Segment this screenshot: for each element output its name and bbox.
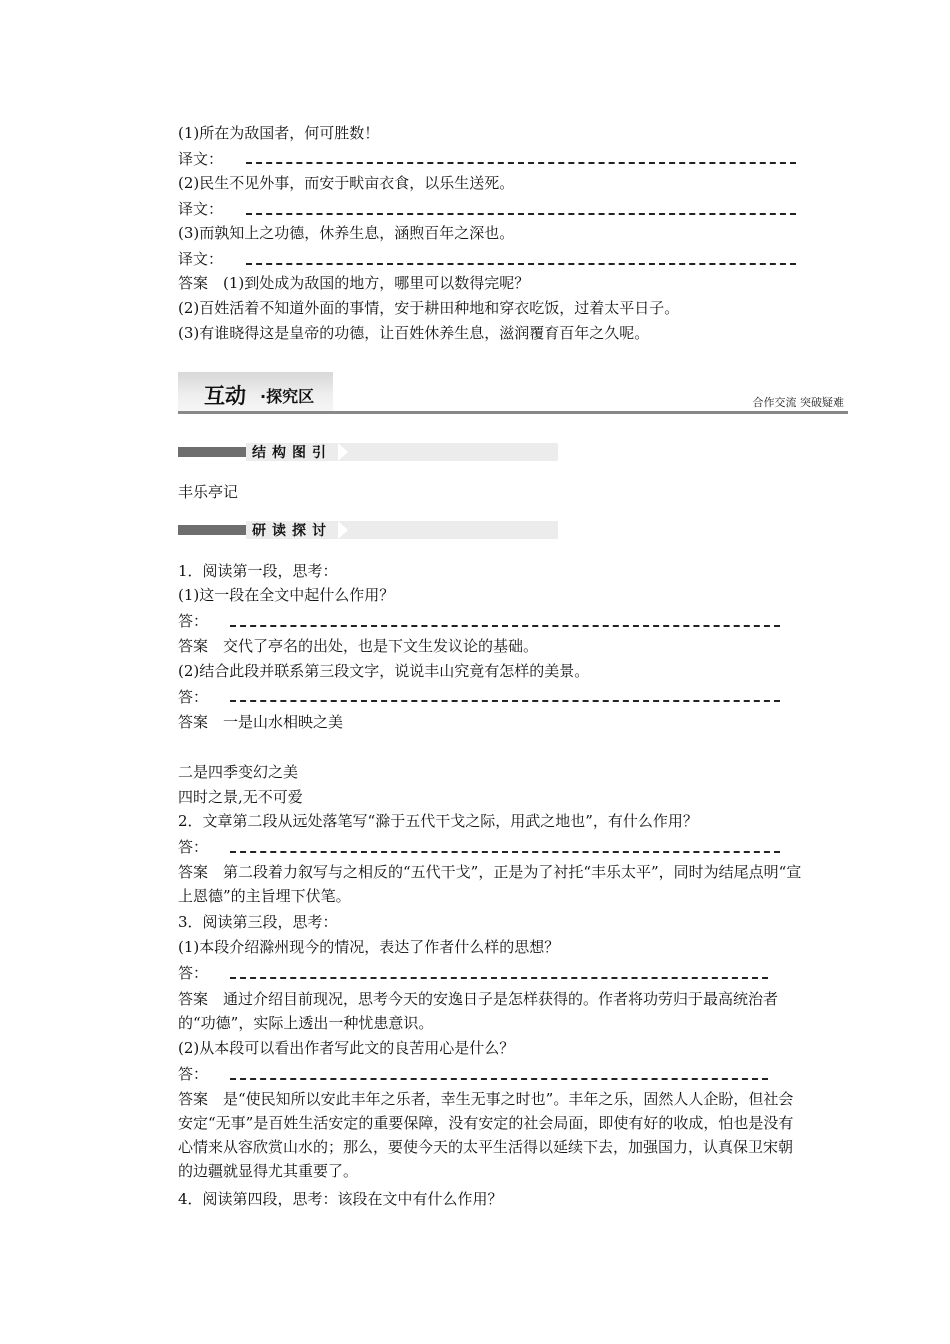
question-2: (2)民生不见外事，而安于畎亩衣食，以乐生送死。 xyxy=(178,174,515,192)
subsection-title: 研读探讨 xyxy=(252,523,332,539)
answer-text: (2)百姓活着不知道外面的事情，安于耕田种地和穿衣吃饭，过着太平日子。 xyxy=(178,299,680,317)
question-2: 2．文章第二段从远处落笔写“滁于五代干戈之际，用武之地也”，有什么作用？ xyxy=(178,812,698,830)
translate-label: 译文： xyxy=(178,250,224,268)
answer-blank-line[interactable] xyxy=(230,851,780,853)
question-1-title: 1．阅读第一段，思考： xyxy=(178,562,338,580)
answer-label: 答： xyxy=(178,838,209,856)
header-title-sub: ·探究区 xyxy=(260,387,315,406)
answer-blank-line[interactable] xyxy=(230,1078,768,1080)
answer-label: 答： xyxy=(178,1065,209,1083)
question-4: 4．阅读第四段，思考：该段在文中有什么作用？ xyxy=(178,1190,503,1208)
answer-text: (3)有谁晓得这是皇帝的功德，让百姓休养生息，滋润覆育百年之久呢。 xyxy=(178,324,650,342)
structure-body: 丰乐亭记 xyxy=(178,483,239,501)
question-1-2: (2)结合此段并联系第三段文字，说说丰山究竟有怎样的美景。 xyxy=(178,662,590,680)
answer-blank-line[interactable] xyxy=(230,625,780,627)
answer-2: 答案 第二段着力叙写与之相反的“五代干戈”，正是为了衬托“丰乐太平”，同时为结尾点明“宣上恩德”的主旨埋下伏笔。 xyxy=(178,863,802,905)
header-rule xyxy=(178,411,848,414)
answer-label: 答： xyxy=(178,688,209,706)
answer-3-1: 答案 通过介绍目前现况，思考今天的安逸日子是怎样获得的。作者将功劳归于最高统治者的“功德”，实际上透出一种忧患意识。 xyxy=(178,990,779,1032)
translate-label: 译文： xyxy=(178,150,224,168)
section-header xyxy=(178,372,848,414)
question-1-1: (1)这一段在全文中起什么作用？ xyxy=(178,586,395,604)
subsection-arrow-icon xyxy=(338,443,348,461)
answer-3-2: 答案 是“使民知所以安此丰年之乐者，幸生无事之时也”。丰年之乐，固然人人企盼，但社会安定“无事”是百姓生活安定的重要保障，没有安定的社会局面，即使有好的收成，怕也是没有心情来从容欣赏山水的；那么，要使今天的太平生活得以延续下去，加强国力，认真保卫宋朝的边疆就显得尤其重要了。 xyxy=(178,1090,794,1180)
question-3: (3)而孰知上之功德，休养生息，涵煦百年之深也。 xyxy=(178,224,515,242)
answer-blank-line[interactable] xyxy=(230,977,768,979)
subsection-arrow-icon xyxy=(338,521,348,539)
question-1: (1)所在为敌国者，何可胜数！ xyxy=(178,124,380,142)
answer-1-2c: 四时之景,无不可爱 xyxy=(178,788,303,806)
subsection-bar-reading xyxy=(178,521,558,539)
header-slogan: 合作交流 突破疑难 xyxy=(752,396,844,409)
subsection-bar-dark xyxy=(178,447,246,457)
answer-blank-line[interactable] xyxy=(246,263,796,265)
answer-1-2b: 二是四季变幻之美 xyxy=(178,763,299,781)
translate-label: 译文： xyxy=(178,200,224,218)
answer-blank-line[interactable] xyxy=(246,162,796,164)
subsection-bar-structure xyxy=(178,443,558,461)
question-3-1: (1)本段介绍滁州现今的情况，表达了作者什么样的思想？ xyxy=(178,938,560,956)
subsection-bar-dark xyxy=(178,525,246,535)
answer-1-1: 答案 交代了亭名的出处，也是下文生发议论的基础。 xyxy=(178,637,539,655)
answer-blank-line[interactable] xyxy=(230,700,780,702)
answer-label: 答： xyxy=(178,964,209,982)
answer-1-2: 答案 一是山水相映之美 xyxy=(178,713,344,731)
header-title-main: 互动 xyxy=(204,384,246,408)
answer-blank-line[interactable] xyxy=(246,213,796,215)
question-3-2: (2)从本段可以看出作者写此文的良苦用心是什么？ xyxy=(178,1039,515,1057)
answer-label: 答： xyxy=(178,612,209,630)
answer-text: 答案 (1)到处成为敌国的地方，哪里可以数得完呢？ xyxy=(178,274,530,292)
question-3-title: 3．阅读第三段，思考： xyxy=(178,913,338,931)
subsection-title: 结构图引 xyxy=(252,445,332,461)
